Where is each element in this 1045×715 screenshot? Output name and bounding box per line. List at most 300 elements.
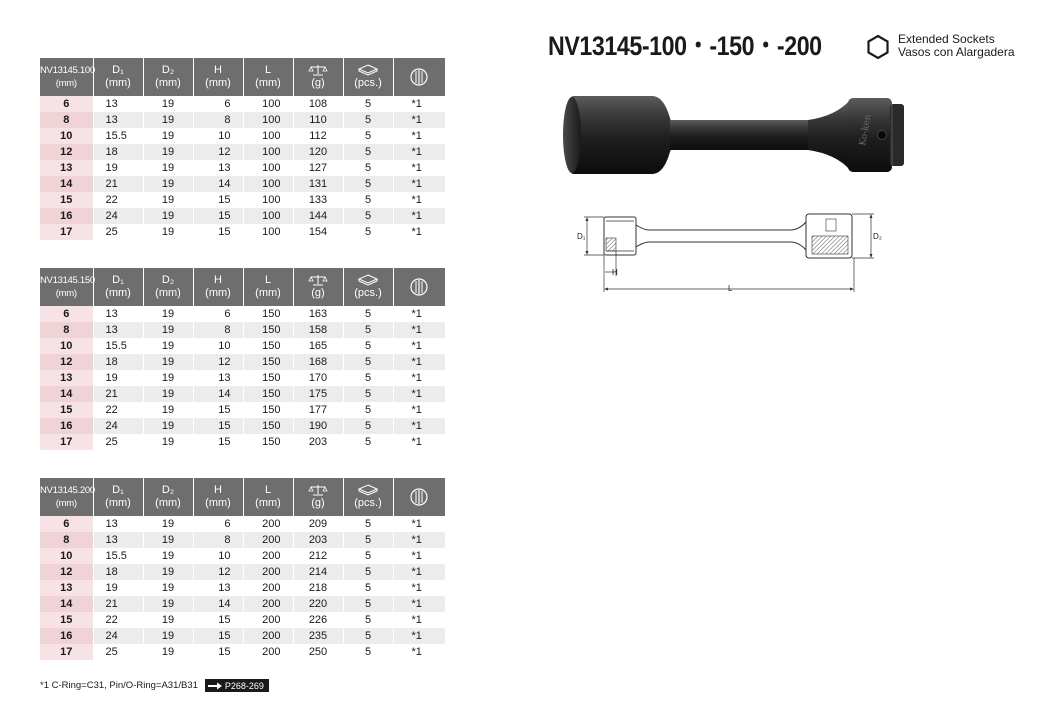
hexagon-outline-icon [865,34,891,60]
table-cell: 19 [143,402,193,418]
table-cell: 13 [93,306,143,322]
table-row [40,402,445,418]
header-model [40,58,93,96]
table-cell: 214 [293,564,343,580]
page-reference[interactable] [205,679,269,692]
table-cell: *1 [411,162,422,174]
table-cell: *1 [411,630,422,642]
table-cell: 218 [293,580,343,596]
table-row [40,418,445,434]
table-row [40,208,445,224]
header-col-4 [243,58,293,96]
header-col-6 [343,478,393,516]
table-cell: 19 [143,144,193,160]
table-cell: 18 [93,564,143,580]
table-cell: 22 [93,612,143,628]
header-model [40,268,93,306]
ring-pin-icon [409,487,429,507]
table-cell: *1 [411,388,422,400]
table-cell: 5 [343,96,393,112]
table-header-row [40,268,445,306]
header-model [40,478,93,516]
col-name: L [264,64,272,76]
size-cell: 12 [40,144,93,160]
model-number: NV13145.150 [40,275,95,286]
col-name: L [264,274,272,286]
table-cell: *1 [411,178,422,190]
table-cell: *1 [411,114,422,126]
table-cell: 150 [243,338,293,354]
table-cell: 177 [293,402,343,418]
table-cell: *1 [411,404,422,416]
header-col-2 [143,58,193,96]
table-cell: 19 [143,434,193,450]
table-cell: 100 [243,112,293,128]
table-cell: 10 [193,338,243,354]
table-row [40,338,445,354]
size-cell: 10 [40,128,93,144]
table-cell: 19 [143,208,193,224]
table-cell: 13 [93,516,143,532]
size-cell: 10 [40,548,93,564]
ring-pin-icon [409,277,429,297]
col-unit: (pcs.) [354,287,382,299]
col-unit: (g) [311,77,325,89]
table-cell: 14 [193,176,243,192]
size-cell: 8 [40,322,93,338]
table-row [40,128,445,144]
table-row [40,160,445,176]
table-cell: 190 [293,418,343,434]
table-cell: 19 [143,322,193,338]
size-cell: 13 [40,160,93,176]
table-cell: 212 [293,548,343,564]
table-row [40,434,445,450]
col-unit: (mm) [255,497,281,509]
header-col-6 [343,268,393,306]
size-cell: 8 [40,532,93,548]
table-cell: 100 [243,224,293,240]
table-cell: 19 [143,644,193,660]
table-cell: 5 [343,370,393,386]
pack-icon [357,64,379,76]
table-cell: 21 [93,386,143,402]
table-cell: 6 [193,306,243,322]
table-cell: *1 [411,550,422,562]
table-cell: 100 [243,160,293,176]
table-cell: 15.5 [93,338,143,354]
table-cell: 13 [93,112,143,128]
type-label-es: Vasos con Alargadera [898,45,1015,59]
table-cell: 13 [193,160,243,176]
table-cell: 19 [143,224,193,240]
table-row [40,386,445,402]
table-cell: 15 [193,192,243,208]
ring-pin-icon [409,67,429,87]
table-cell: 15 [193,208,243,224]
table-cell: 22 [93,192,143,208]
table-cell: 15 [193,434,243,450]
table-cell: 25 [93,224,143,240]
table-cell: 5 [343,192,393,208]
table-cell: 19 [143,128,193,144]
col-unit: (mm) [105,497,131,509]
table-cell: 175 [293,386,343,402]
header-col-3 [193,478,243,516]
table-cell: 15 [193,402,243,418]
header-col-1 [93,268,143,306]
col-unit: (mm) [205,287,231,299]
table-cell: 5 [343,176,393,192]
size-cell: 14 [40,596,93,612]
table-cell: 18 [93,144,143,160]
size-cell: 14 [40,176,93,192]
table-cell: 5 [343,418,393,434]
table-cell: 144 [293,208,343,224]
size-cell: 13 [40,370,93,386]
col-unit: (mm) [255,287,281,299]
table-cell: *1 [411,582,422,594]
table-cell: 15.5 [93,128,143,144]
header-col-3 [193,268,243,306]
table-cell: 24 [93,628,143,644]
header-col-6 [343,58,393,96]
col-unit: (mm) [155,287,181,299]
header-col-2 [143,478,193,516]
table-cell: 250 [293,644,343,660]
table-cell: 200 [243,548,293,564]
table-cell: 25 [93,644,143,660]
col-name: D₂ [161,484,175,496]
table-cell: 19 [143,386,193,402]
table-cell: 170 [293,370,343,386]
footnote [40,679,269,692]
table-cell: *1 [411,436,422,448]
table-cell: 200 [243,532,293,548]
table-cell: 220 [293,596,343,612]
table-cell: 209 [293,516,343,532]
model-unit: (mm) [55,288,77,299]
table-cell: 15.5 [93,548,143,564]
header-col-4 [243,268,293,306]
table-cell: 21 [93,596,143,612]
table-cell: 150 [243,418,293,434]
table-cell: 21 [93,176,143,192]
table-cell: *1 [411,340,422,352]
header-col-4 [243,478,293,516]
model-number: NV13145.100 [40,65,95,76]
table-cell: *1 [411,210,422,222]
table-cell: 19 [143,548,193,564]
table-cell: 150 [243,322,293,338]
table-row [40,628,445,644]
size-cell: 6 [40,516,93,532]
table-row [40,144,445,160]
table-row [40,354,445,370]
table-cell: 5 [343,144,393,160]
table-cell: 19 [143,354,193,370]
table-cell: 100 [243,96,293,112]
col-name: D₁ [112,484,124,496]
table-cell: 110 [293,112,343,128]
table-cell: 14 [193,596,243,612]
table-cell: 150 [243,402,293,418]
table-cell: 5 [343,564,393,580]
table-cell: 15 [193,224,243,240]
table-row [40,644,445,660]
table-row [40,532,445,548]
table-cell: 226 [293,612,343,628]
table-cell: *1 [411,324,422,336]
table-cell: 5 [343,322,393,338]
table-cell: *1 [411,646,422,658]
table-cell: *1 [411,226,422,238]
table-cell: 5 [343,628,393,644]
table-cell: 19 [143,192,193,208]
col-unit: (mm) [105,287,131,299]
table-cell: 200 [243,580,293,596]
table-cell: 5 [343,580,393,596]
table-row [40,516,445,532]
table-cell: 5 [343,596,393,612]
table-cell: 25 [93,434,143,450]
table-row [40,224,445,240]
table-cell: 5 [343,128,393,144]
table-cell: 5 [343,354,393,370]
table-cell: *1 [411,598,422,610]
table-cell: 200 [243,564,293,580]
table-cell: 19 [143,564,193,580]
table-row [40,580,445,596]
size-cell: 16 [40,208,93,224]
type-label-en: Extended Sockets [898,32,995,46]
table-row [40,306,445,322]
table-cell: 22 [93,402,143,418]
table-row [40,192,445,208]
table-cell: 150 [243,306,293,322]
table-row [40,548,445,564]
spec-table-200 [40,478,445,660]
size-cell: 8 [40,112,93,128]
size-cell: 14 [40,386,93,402]
header-col-5 [293,268,343,306]
table-cell: 163 [293,306,343,322]
table-cell: 5 [343,160,393,176]
table-header-row [40,478,445,516]
scale-icon [308,274,328,286]
size-cell: 12 [40,564,93,580]
product-title: NV13145-100・-150・-200 [548,31,822,61]
size-cell: 17 [40,434,93,450]
svg-text:Ko-ken: Ko-ken [858,113,874,147]
table-cell: 15 [193,418,243,434]
table-cell: 154 [293,224,343,240]
col-unit: (mm) [205,77,231,89]
table-row [40,322,445,338]
table-cell: 5 [343,306,393,322]
table-cell: 5 [343,338,393,354]
table-cell: 100 [243,192,293,208]
model-unit: (mm) [55,498,77,509]
table-cell: 19 [143,112,193,128]
table-cell: 14 [193,386,243,402]
footnote-text: *1 C-Ring=C31, Pin/O-Ring=A31/B31 [40,680,198,691]
table-cell: 19 [143,628,193,644]
col-unit: (mm) [155,497,181,509]
table-row [40,112,445,128]
table-cell: 19 [143,338,193,354]
table-cell: 13 [93,532,143,548]
spec-table-150 [40,268,445,450]
size-cell: 15 [40,192,93,208]
table-cell: 15 [193,612,243,628]
table-cell: 24 [93,208,143,224]
table-cell: *1 [411,372,422,384]
model-number: NV13145.200 [40,485,95,496]
table-cell: 200 [243,596,293,612]
table-cell: 19 [93,160,143,176]
table-cell: 19 [143,580,193,596]
header-col-7 [393,268,445,306]
pack-icon [357,484,379,496]
scale-icon [308,64,328,76]
table-cell: 10 [193,128,243,144]
table-cell: 19 [143,306,193,322]
pack-icon [357,274,379,286]
table-cell: 235 [293,628,343,644]
table-cell: 5 [343,386,393,402]
table-row [40,612,445,628]
size-cell: 6 [40,306,93,322]
table-cell: *1 [411,308,422,320]
table-cell: 100 [243,128,293,144]
col-unit: (g) [311,497,325,509]
header-col-2 [143,268,193,306]
table-cell: 100 [243,144,293,160]
table-cell: 100 [243,176,293,192]
col-name: D₂ [161,64,175,76]
table-cell: 15 [193,628,243,644]
table-cell: 203 [293,532,343,548]
table-cell: 5 [343,112,393,128]
table-cell: *1 [411,98,422,110]
dim-label-h: H [612,268,618,277]
col-name: L [264,484,272,496]
size-cell: 10 [40,338,93,354]
table-cell: 200 [243,612,293,628]
table-cell: 5 [343,612,393,628]
col-unit: (mm) [155,77,181,89]
table-cell: 6 [193,96,243,112]
table-cell: 19 [93,580,143,596]
table-cell: 6 [193,516,243,532]
table-cell: 18 [93,354,143,370]
arrow-right-icon [208,682,222,690]
table-cell: 12 [193,354,243,370]
size-cell: 16 [40,418,93,434]
col-unit: (mm) [105,77,131,89]
table-cell: 100 [243,208,293,224]
page-reference-label: P268-269 [224,680,264,691]
table-cell: 13 [93,322,143,338]
table-cell: 158 [293,322,343,338]
col-unit: (pcs.) [354,77,382,89]
table-cell: 19 [143,532,193,548]
table-cell: 150 [243,386,293,402]
table-cell: 150 [243,354,293,370]
table-cell: 10 [193,548,243,564]
header-col-7 [393,478,445,516]
table-row [40,370,445,386]
size-cell: 16 [40,628,93,644]
header-col-5 [293,478,343,516]
col-name: D₁ [112,64,124,76]
table-cell: 19 [143,160,193,176]
col-name: H [214,484,222,496]
table-row [40,96,445,112]
col-name: D₂ [161,274,175,286]
table-cell: 165 [293,338,343,354]
table-row [40,596,445,612]
table-cell: 8 [193,532,243,548]
col-name: H [214,274,222,286]
col-unit: (g) [311,287,325,299]
table-cell: 5 [343,402,393,418]
col-name: H [214,64,222,76]
table-cell: 133 [293,192,343,208]
table-cell: 24 [93,418,143,434]
table-cell: 19 [143,418,193,434]
table-row [40,176,445,192]
col-unit: (mm) [205,497,231,509]
table-cell: 5 [343,516,393,532]
header-col-5 [293,58,343,96]
table-cell: 131 [293,176,343,192]
table-cell: 19 [143,516,193,532]
table-cell: 5 [343,434,393,450]
table-cell: *1 [411,566,422,578]
table-cell: 12 [193,564,243,580]
table-cell: 19 [143,176,193,192]
table-cell: 168 [293,354,343,370]
table-cell: 13 [193,580,243,596]
table-cell: 8 [193,112,243,128]
table-row [40,564,445,580]
table-cell: 5 [343,548,393,564]
col-unit: (mm) [255,77,281,89]
size-cell: 13 [40,580,93,596]
table-cell: *1 [411,130,422,142]
table-cell: 19 [143,612,193,628]
size-cell: 15 [40,402,93,418]
table-cell: 15 [193,644,243,660]
table-cell: 200 [243,628,293,644]
col-name: D₁ [112,274,124,286]
table-cell: 108 [293,96,343,112]
size-cell: 17 [40,224,93,240]
table-cell: 120 [293,144,343,160]
table-cell: 12 [193,144,243,160]
header-col-1 [93,58,143,96]
header-col-7 [393,58,445,96]
table-cell: 200 [243,516,293,532]
table-cell: 5 [343,224,393,240]
socket-photo [560,90,910,180]
table-cell: 200 [243,644,293,660]
size-cell: 15 [40,612,93,628]
table-cell: 13 [93,96,143,112]
table-cell: 203 [293,434,343,450]
